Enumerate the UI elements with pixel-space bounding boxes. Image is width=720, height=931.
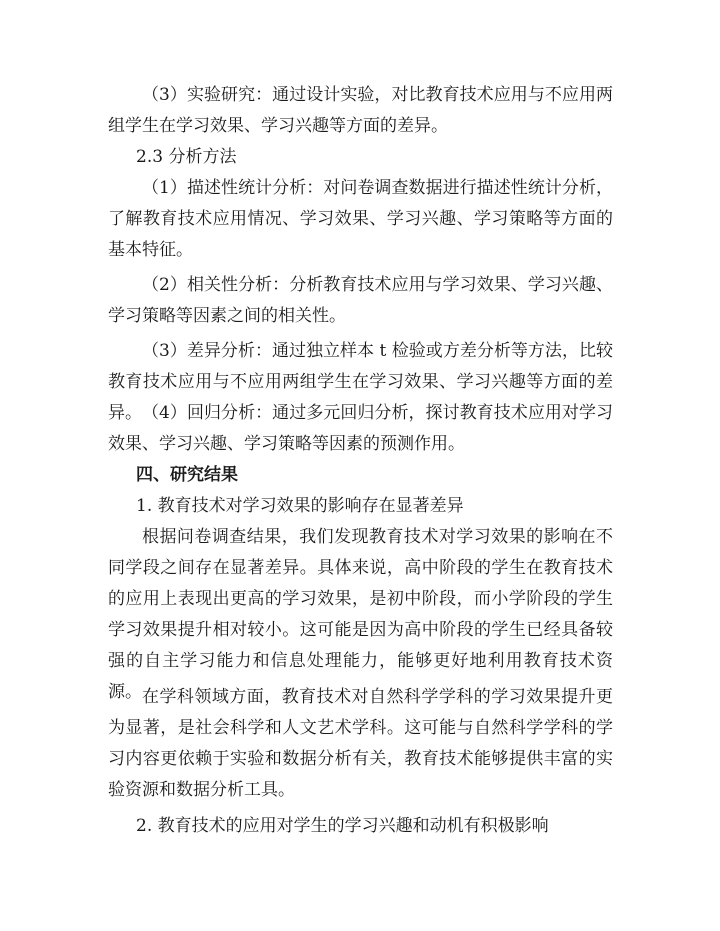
section-heading-2-3: 2.3 分析方法: [136, 147, 237, 167]
paragraph-difference: （3）差异分析：通过独立样本 t 检验或方差分析等方法，比较教育技术应用与不应用两组学生在学习效果、学习兴趣等方面的差异。: [108, 341, 613, 423]
paragraph-regression: （4）回归分析：通过多元回归分析，探讨教育技术应用对学习效果、学习兴趣、学习策略等因素的预测作用。: [108, 403, 613, 454]
paragraph-descriptive-stats: （1）描述性统计分析：对问卷调查数据进行描述性统计分析，了解教育技术应用情况、学习效果、学习兴趣、学习策略等方面的基本特征。: [108, 178, 613, 260]
section-heading-results: 四、研究结果: [136, 465, 238, 485]
paragraph-subject-domain: 在学科领域方面，教育技术对自然科学学科的学习效果提升更为显著，是社会科学和人文艺术学科。这可能与自然科学学科的学习内容更依赖于实验和数据分析有关，教育技术能够提供丰富的实验资源和数据分析工具。: [108, 687, 613, 800]
paragraph-survey-results: 根据问卷调查结果，我们发现教育技术对学习效果的影响在不同学段之间存在显著差异。具体来说，高中阶段的学生在教育技术的应用上表现出更高的学习效果，是初中阶段，而小学阶段的学生学习效果提升相对较小。这可能是因为高中阶段的学生已经具备较强的自主学习能力和信息处理能力，能够更好地利用教育技术资源。: [108, 527, 613, 702]
subheading-effect-difference: 1. 教育技术对学习效果的影响存在显著差异: [136, 496, 464, 516]
subheading-interest-motivation: 2. 教育技术的应用对学生的学习兴趣和动机有积极影响: [136, 816, 549, 836]
paragraph-correlation: （2）相关性分析：分析教育技术应用与学习效果、学习兴趣、学习策略等因素之间的相关性。: [108, 275, 613, 326]
paragraph-experimental-research: （3）实验研究：通过设计实验，对比教育技术应用与不应用两组学生在学习效果、学习兴趣等方面的差异。: [108, 85, 613, 136]
